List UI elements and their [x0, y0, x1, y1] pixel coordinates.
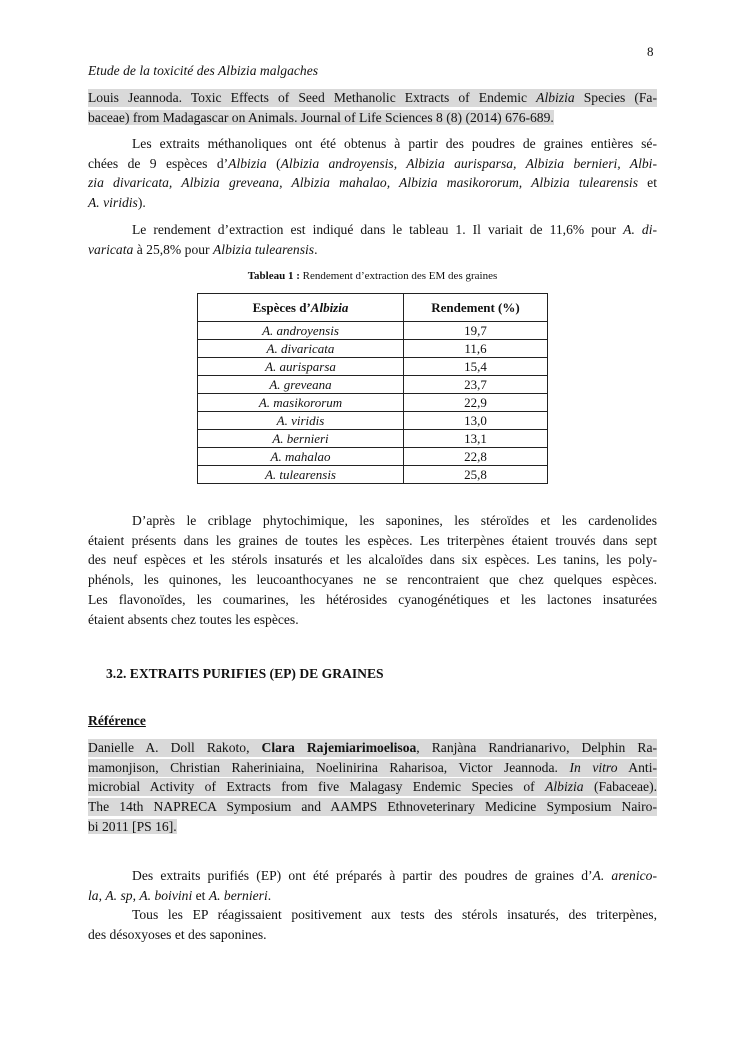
header-yield: Rendement (%)	[404, 294, 548, 322]
yield-table	[197, 293, 548, 484]
text-run: phénols, les quinones, les leucoanthocyanes ne se rencontraient que chez quelques espèces.	[88, 572, 657, 588]
text-run: A. boivini	[139, 887, 193, 903]
text-line	[88, 739, 657, 757]
text-run: .	[314, 241, 318, 257]
text-line	[88, 89, 657, 107]
yield-cell: 15,4	[404, 358, 548, 376]
text-run: étaient présents dans les graines de toutes les espèces. Les triterpènes étaient trouvés dans sept	[88, 532, 657, 548]
table-row	[198, 430, 548, 448]
text-line	[88, 926, 657, 944]
text-run: A. di-	[623, 222, 658, 237]
text-line	[88, 241, 657, 259]
species-cell: A. tulearensis	[198, 466, 404, 484]
table-row	[198, 358, 548, 376]
text-run: (Fabaceae).	[583, 779, 657, 795]
text-run: mamonjison, Christian Raheriniaina, Noelinirina Raharisoa, Victor Jeannoda.	[88, 759, 570, 775]
text-run: , Ranjàna Randrianarivo, Delphin Ra-	[416, 740, 658, 755]
text-line	[88, 532, 657, 550]
text-run: A. viridis	[88, 195, 138, 211]
reference-label: Référence	[88, 713, 146, 728]
species-cell: A. bernieri	[198, 430, 404, 448]
table-row	[198, 412, 548, 430]
text-run: ,	[132, 887, 140, 903]
species-cell: A. greveana	[198, 376, 404, 394]
text-line	[88, 778, 657, 796]
text-run: à 25,8% pour	[133, 241, 213, 257]
text-run: Albizia androyensis, Albizia aurisparsa, Albizia bernieri, Albi-	[280, 155, 657, 171]
text-run: ,	[98, 887, 106, 903]
text-line	[88, 906, 657, 924]
text-run: D’après le criblage phytochimique, les saponines, les stéroïdes et les cardenolides	[132, 513, 657, 528]
species-cell: A. divaricata	[198, 340, 404, 358]
text-line	[88, 611, 657, 629]
table-header-row	[198, 294, 548, 322]
text-run: Albizia	[536, 90, 575, 105]
text-line	[88, 221, 657, 239]
text-run: A. bernieri	[208, 887, 268, 903]
text-run: des neuf espèces et les stérols insaturés et les alcaloïdes dans six espèces. Les tanins, les poly-	[88, 552, 657, 568]
caption-label: Tableau 1 :	[247, 270, 300, 282]
text-run: A. arenico-	[592, 868, 657, 883]
yield-cell: 13,0	[404, 412, 548, 430]
text-run: Anti-	[617, 759, 657, 775]
caption-text: Rendement d’extraction des EM des graines	[299, 270, 498, 282]
text-run: Albizia	[545, 779, 584, 795]
section-heading: 3.2. EXTRAITS PURIFIES (EP) DE GRAINES	[106, 666, 384, 681]
page-number: 8	[647, 44, 654, 59]
text-run: la	[88, 887, 99, 903]
text-run: Des extraits purifiés (EP) ont été préparés à partir des poudres de graines d’	[132, 868, 593, 883]
text-run: Louis Jeannoda. Toxic Effects of Seed Methanolic Extracts of Endemic	[88, 90, 537, 105]
yield-cell: 22,9	[404, 394, 548, 412]
text-run: In vitro	[569, 759, 618, 775]
text-run: Les flavonoïdes, les coumarines, les hétérosides cyanogénétiques et les lactones insaturées	[88, 591, 657, 607]
text-run: The 14th NAPRECA Symposium and AAMPS Ethnoveterinary Medicine Symposium Nairo-	[88, 799, 657, 815]
text-line	[88, 551, 657, 569]
text-line	[88, 591, 657, 609]
species-cell: A. aurisparsa	[198, 358, 404, 376]
text-run: et	[192, 887, 209, 903]
text-run: Danielle A. Doll Rakoto,	[88, 740, 262, 755]
text-run: Clara Rajemiarimoelisoa	[261, 740, 417, 755]
text-run: chées de 9 espèces d’	[88, 155, 229, 171]
yield-cell: 13,1	[404, 430, 548, 448]
text-line	[88, 512, 657, 530]
species-cell: A. masikororum	[198, 394, 404, 412]
text-line	[88, 759, 657, 777]
text-run: Albizia tulearensis	[212, 241, 315, 257]
running-title: Etude de la toxicité des Albizia malgaches	[88, 63, 319, 78]
text-run: ).	[137, 195, 146, 211]
yield-cell: 25,8	[404, 466, 548, 484]
text-run: Les extraits méthanoliques ont été obtenus à partir des poudres de graines entières sé-	[132, 136, 657, 151]
text-run: des désoxyoses et des saponines.	[88, 926, 267, 942]
table-row	[198, 340, 548, 358]
table-row	[198, 448, 548, 466]
table-caption	[0, 270, 745, 282]
text-run: zia divaricata, Albizia greveana, Albizia mahalao, Albizia masikororum, Albizia tulearensis	[88, 175, 638, 191]
yield-cell: 11,6	[404, 340, 548, 358]
table-row	[198, 322, 548, 340]
text-run: .	[267, 887, 272, 903]
text-line	[88, 571, 657, 589]
text-line	[88, 798, 657, 816]
yield-cell: 22,8	[404, 448, 548, 466]
text-run: (	[266, 155, 281, 171]
text-run: Le rendement d’extraction est indiqué dans le tableau 1. Il variait de 11,6% pour	[132, 222, 624, 237]
species-cell: A. androyensis	[198, 322, 404, 340]
text-run: Albizia	[228, 155, 267, 171]
text-run: A. sp	[105, 887, 133, 903]
text-line	[88, 867, 657, 885]
text-run: microbial Activity of Extracts from five Malagasy Endemic Species of	[88, 779, 546, 795]
text-line	[88, 887, 657, 905]
table-row	[198, 394, 548, 412]
text-run: Species (Fa-	[574, 90, 657, 105]
text-run: et	[637, 175, 657, 191]
text-run: baceae) from Madagascar on Animals. Journal of Life Sciences 8 (8) (2014) 676-689.	[88, 109, 554, 125]
species-cell: A. mahalao	[198, 448, 404, 466]
text-run: étaient absents chez toutes les espèces.	[88, 611, 299, 627]
table-row	[198, 376, 548, 394]
table-row	[198, 466, 548, 484]
header-species: Espèces d’Albizia	[198, 294, 404, 322]
text-line	[88, 818, 657, 836]
text-run: varicata	[88, 241, 134, 257]
species-cell: A. viridis	[198, 412, 404, 430]
yield-cell: 23,7	[404, 376, 548, 394]
text-line	[88, 194, 657, 212]
text-line	[88, 135, 657, 153]
text-line	[88, 155, 657, 173]
text-line	[88, 174, 657, 192]
text-line	[88, 109, 657, 127]
text-run: Tous les EP réagissaient positivement aux tests des stérols insaturés, des triterpènes,	[132, 907, 657, 922]
yield-cell: 19,7	[404, 322, 548, 340]
text-run: bi 2011 [PS 16].	[88, 818, 177, 834]
